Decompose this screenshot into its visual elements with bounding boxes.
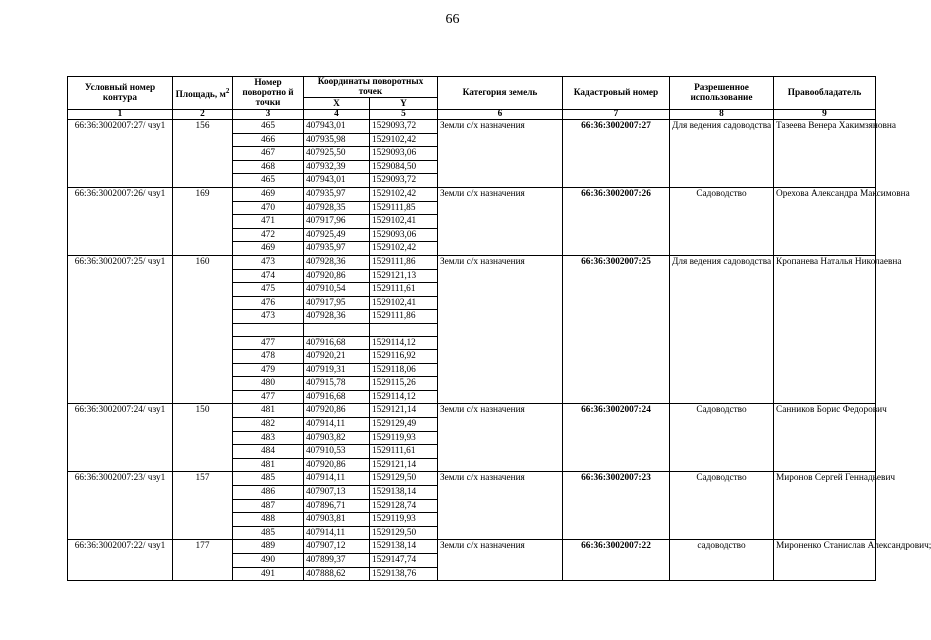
coord-y: 1529121,14: [370, 404, 438, 418]
col-number: 6: [438, 110, 563, 120]
coord-y: 1529102,41: [370, 296, 438, 310]
coord-y: 1529129,49: [370, 418, 438, 432]
coord-y: 1529084,50: [370, 160, 438, 174]
coord-x: 407928,35: [304, 201, 370, 215]
coord-x: 407920,86: [304, 458, 370, 472]
point-number: [233, 323, 304, 336]
owner-name: Орехова Александра Максимовна: [774, 187, 876, 255]
coord-y: 1529119,93: [370, 431, 438, 445]
coord-x: 407928,36: [304, 255, 370, 269]
coord-x: 407925,50: [304, 147, 370, 161]
coord-x: 407943,01: [304, 120, 370, 134]
coord-y: 1529114,12: [370, 390, 438, 404]
coord-x: 407917,96: [304, 215, 370, 229]
coord-y: 1529115,26: [370, 377, 438, 391]
point-number: 472: [233, 228, 304, 242]
contour-number: 66:36:3002007:24/ чзу1: [68, 404, 173, 472]
coord-y: 1529102,42: [370, 133, 438, 147]
point-number: 468: [233, 160, 304, 174]
owner-name: Миронов Сергей Геннадьевич: [774, 472, 876, 540]
point-number: 478: [233, 350, 304, 364]
table-row: [68, 255, 876, 269]
col-number: 2: [173, 110, 233, 120]
point-number: 481: [233, 404, 304, 418]
coord-x: 407935,97: [304, 187, 370, 201]
coord-y: 1529129,50: [370, 526, 438, 540]
cadastral-number: 66:36:3002007:27: [563, 120, 670, 188]
point-number: 465: [233, 120, 304, 134]
owner-name: Кропанева Наталья Николаевна: [774, 255, 876, 404]
coord-y: 1529093,72: [370, 120, 438, 134]
owner-name: Тазеева Венера Хакимзяновна: [774, 120, 876, 188]
coord-x: 407910,53: [304, 445, 370, 459]
area-value: 157: [173, 472, 233, 540]
coord-y: 1529119,93: [370, 513, 438, 527]
point-number: 486: [233, 486, 304, 500]
col-number: 9: [774, 110, 876, 120]
coord-x: 407943,01: [304, 174, 370, 188]
land-category: Земли с/х назначения: [438, 255, 563, 404]
coord-y: 1529118,06: [370, 363, 438, 377]
land-category: Земли с/х назначения: [438, 120, 563, 188]
point-number: 477: [233, 390, 304, 404]
coord-x: 407920,86: [304, 404, 370, 418]
point-number: 473: [233, 255, 304, 269]
point-number: 471: [233, 215, 304, 229]
owner-name: Мироненко Станислав Александрович;: [774, 540, 876, 581]
area-value: 150: [173, 404, 233, 472]
coord-x: 407916,68: [304, 336, 370, 350]
permitted-use: Садоводство: [670, 472, 774, 540]
coord-y: [370, 323, 438, 336]
coord-x: 407914,11: [304, 418, 370, 432]
coord-y: 1529093,72: [370, 174, 438, 188]
coord-y: 1529111,86: [370, 255, 438, 269]
coord-x: 407907,13: [304, 486, 370, 500]
point-number: 477: [233, 336, 304, 350]
header-cadastral: Кадастровый номер: [563, 77, 670, 110]
point-number: 491: [233, 567, 304, 581]
cadastral-number: 66:36:3002007:26: [563, 187, 670, 255]
land-category: Земли с/х назначения: [438, 404, 563, 472]
point-number: 475: [233, 283, 304, 297]
coord-x: 407914,11: [304, 472, 370, 486]
coord-y: 1529102,42: [370, 242, 438, 256]
cadastral-number: 66:36:3002007:22: [563, 540, 670, 581]
point-number: 485: [233, 526, 304, 540]
permitted-use: Садоводство: [670, 404, 774, 472]
area-value: 160: [173, 255, 233, 404]
page-number: 66: [445, 12, 460, 27]
contour-number: 66:36:3002007:23/ чзу1: [68, 472, 173, 540]
coord-x: 407915,78: [304, 377, 370, 391]
point-number: 469: [233, 242, 304, 256]
coord-x: 407916,68: [304, 390, 370, 404]
coord-y: 1529093,06: [370, 147, 438, 161]
coord-x: 407917,95: [304, 296, 370, 310]
coord-y: 1529121,14: [370, 458, 438, 472]
point-number: 482: [233, 418, 304, 432]
coord-x: 407928,36: [304, 310, 370, 324]
contour-number: 66:36:3002007:25/ чзу1: [68, 255, 173, 404]
coord-y: 1529147,74: [370, 554, 438, 568]
coord-x: 407896,71: [304, 499, 370, 513]
coord-y: 1529116,92: [370, 350, 438, 364]
permitted-use: садоводство: [670, 540, 774, 581]
point-number: 479: [233, 363, 304, 377]
table-row: [68, 120, 876, 134]
col-number: 4: [304, 110, 370, 120]
area-value: 177: [173, 540, 233, 581]
coord-x: 407899,37: [304, 554, 370, 568]
point-number: 490: [233, 554, 304, 568]
point-number: 474: [233, 269, 304, 283]
coord-y: 1529121,13: [370, 269, 438, 283]
coord-x: 407920,86: [304, 269, 370, 283]
header-owner: Правообладатель: [774, 77, 876, 110]
coord-x: 407907,12: [304, 540, 370, 554]
point-number: 465: [233, 174, 304, 188]
point-number: 476: [233, 296, 304, 310]
table-row: [68, 404, 876, 418]
cadastral-number: 66:36:3002007:25: [563, 255, 670, 404]
contour-number: 66:36:3002007:22/ чзу1: [68, 540, 173, 581]
coord-y: 1529111,61: [370, 445, 438, 459]
point-number: 469: [233, 187, 304, 201]
area-value: 169: [173, 187, 233, 255]
coord-y: 1529111,61: [370, 283, 438, 297]
col-number: 1: [68, 110, 173, 120]
table-body: [68, 120, 931, 581]
coord-x: 407925,49: [304, 228, 370, 242]
coord-x: 407935,98: [304, 133, 370, 147]
col-number: 7: [563, 110, 670, 120]
coord-y: 1529111,85: [370, 201, 438, 215]
owner-name: Санников Борис Федорович: [774, 404, 876, 472]
point-number: 467: [233, 147, 304, 161]
coord-x: 407910,54: [304, 283, 370, 297]
point-number: 485: [233, 472, 304, 486]
coord-y: 1529114,12: [370, 336, 438, 350]
coord-y: 1529093,06: [370, 228, 438, 242]
coord-x: 407888,62: [304, 567, 370, 581]
coord-y: 1529102,42: [370, 187, 438, 201]
point-number: 470: [233, 201, 304, 215]
coord-y: 1529129,50: [370, 472, 438, 486]
point-number: 480: [233, 377, 304, 391]
permitted-use: Для ведения садоводства: [670, 255, 774, 404]
point-number: 481: [233, 458, 304, 472]
coord-x: 407914,11: [304, 526, 370, 540]
cadastral-number: 66:36:3002007:24: [563, 404, 670, 472]
point-number: 487: [233, 499, 304, 513]
point-number: 488: [233, 513, 304, 527]
coordinates-table: [67, 76, 931, 581]
coord-y: 1529111,86: [370, 310, 438, 324]
permitted-use: Садоводство: [670, 187, 774, 255]
contour-number: 66:36:3002007:27/ чзу1: [68, 120, 173, 188]
coord-x: 407903,81: [304, 513, 370, 527]
coord-y: 1529138,76: [370, 567, 438, 581]
col-number: 8: [670, 110, 774, 120]
coord-x: 407903,82: [304, 431, 370, 445]
coord-x: [304, 323, 370, 336]
land-category: Земли с/х назначения: [438, 187, 563, 255]
header-category: Категория земель: [438, 77, 563, 110]
header-area: Площадь, $м^2$: [173, 77, 233, 110]
header-coords: Координаты поворотных точек: [304, 77, 438, 98]
header-y: Y: [370, 98, 438, 110]
coord-y: 1529138,14: [370, 540, 438, 554]
table-row: [68, 472, 876, 486]
header-contour: Условный номер контура: [68, 77, 173, 110]
header-x: X: [304, 98, 370, 110]
point-number: 466: [233, 133, 304, 147]
coord-x: 407932,39: [304, 160, 370, 174]
col-number: 3: [233, 110, 304, 120]
land-category: Земли с/х назначения: [438, 540, 563, 581]
point-number: 473: [233, 310, 304, 324]
cadastral-number: 66:36:3002007:23: [563, 472, 670, 540]
header-usage: Разрешенное использование: [670, 77, 774, 110]
point-number: 489: [233, 540, 304, 554]
col-number: 5: [370, 110, 438, 120]
point-number: 484: [233, 445, 304, 459]
land-category: Земли с/х назначения: [438, 472, 563, 540]
coord-y: 1529102,41: [370, 215, 438, 229]
contour-number: 66:36:3002007:26/ чзу1: [68, 187, 173, 255]
area-value: 156: [173, 120, 233, 188]
coord-y: 1529138,14: [370, 486, 438, 500]
coord-x: 407935,97: [304, 242, 370, 256]
point-number: 483: [233, 431, 304, 445]
table-row: [68, 187, 876, 201]
coord-x: 407920,21: [304, 350, 370, 364]
permitted-use: Для ведения садоводства: [670, 120, 774, 188]
coord-y: 1529128,74: [370, 499, 438, 513]
coord-x: 407919,31: [304, 363, 370, 377]
header-point: Номер поворотно й точки: [233, 77, 304, 110]
column-number-row: [68, 110, 876, 120]
table-row: [68, 540, 876, 554]
